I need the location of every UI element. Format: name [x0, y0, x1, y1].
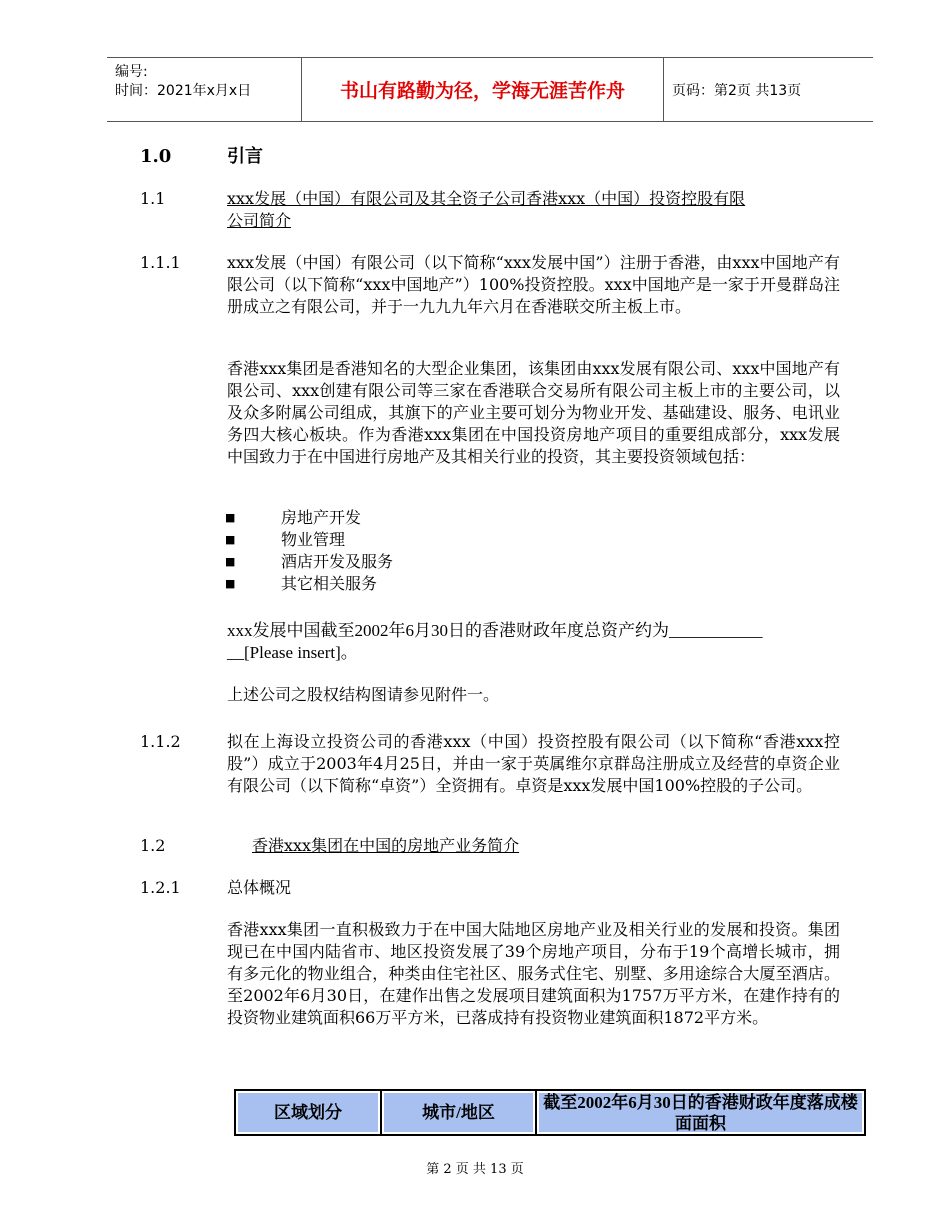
section-number: 1.1.2	[140, 732, 181, 751]
header-motto: 书山有路勤为径，学海无涯苦作舟	[302, 58, 664, 121]
section-title: 总体概况	[227, 878, 292, 897]
list-item: ■ 房地产开发	[225, 508, 362, 527]
list-item: ■ 物业管理	[225, 530, 346, 549]
section-title	[227, 188, 840, 232]
bullet-icon: ■	[225, 577, 236, 590]
section-number: 1.1	[140, 189, 166, 208]
paragraph: 上述公司之股权结构图请参见附件一。	[227, 685, 500, 704]
total-assets-line2: __[Please insert]。	[227, 643, 358, 662]
page-header	[107, 57, 873, 122]
column-header: 区域划分	[235, 1090, 381, 1135]
number-label: 编号:	[115, 64, 148, 80]
section-number: 1.1.1	[140, 253, 181, 272]
page-footer: 第 2 页 共 13 页	[426, 1162, 524, 1177]
paragraph: 香港xxx集团一直积极致力于在中国大陆地区房地产业及相关行业的发展和投资。集团现已在中国内陆省市、地区投资发展了39个房地产项目，分布于19个高增长城市，拥有多元化的物业组合，种类由住宅社区、服务式住宅、别墅、多用途综合大厦至酒店。至2002年6月30日，在建作出售之发展项目建筑面积为1757万平方米，在建作持有的投资物业建筑面积66万平方米，已落成持有投资物业建筑面积1872平方米。	[227, 920, 840, 1027]
total-assets-line1: xxx发展中国截至2002年6月30日的香港财政年度总资产约为___________	[227, 621, 763, 640]
section-number: 1.2.1	[140, 878, 181, 897]
paragraph: xxx发展（中国）有限公司（以下简称“xxx发展中国”）注册于香港，由xxx中国地产有限公司（以下简称“xxx中国地产”）100%投资控股。xxx中国地产是一家于开曼群岛注册成立之有限公司，并于一九九九年六月在香港联交所主板上市。	[227, 253, 840, 316]
bullet-list	[225, 507, 393, 595]
bullet-icon: ■	[225, 555, 236, 568]
column-header: 城市/地区	[381, 1090, 536, 1135]
section-title: 引言	[227, 146, 263, 167]
bullet-icon: ■	[225, 533, 236, 546]
time-label: 时间：2021年x月x日	[115, 83, 252, 99]
table-header-row	[235, 1090, 865, 1135]
header-meta	[107, 58, 302, 121]
header-page-info: 页码：第2页 共13页	[672, 82, 802, 99]
total-assets-paragraph	[227, 620, 840, 664]
paragraph: 拟在上海设立投资公司的香港xxx（中国）投资控股有限公司（以下简称“香港xxx控股”）成立于2003年4月25日，并由一家于英属维尔京群岛注册成立及经营的卓资企业有限公司（以下简称“卓资”）全资拥有。卓资是xxx发展中国100%控股的子公司。	[227, 732, 840, 795]
section-title-line2: 公司简介	[227, 211, 292, 230]
section-title: 香港xxx集团在中国的房地产业务简介	[252, 836, 520, 855]
list-item: ■ 酒店开发及服务	[225, 552, 394, 571]
column-header: 截至2002年6月30日的香港财政年度落成楼面面积	[536, 1090, 865, 1135]
section-title-line1: xxx发展（中国）有限公司及其全资子公司香港xxx（中国）投资控股有限	[227, 189, 746, 208]
list-item: ■ 其它相关服务	[225, 574, 378, 593]
area-table	[234, 1089, 866, 1136]
paragraph: 香港xxx集团是香港知名的大型企业集团，该集团由xxx发展有限公司、xxx中国地产有限公司、xxx创建有限公司等三家在香港联合交易所有限公司主板上市的主要公司，以及众多附属公司组成，其旗下的产业主要可划分为物业开发、基础建设、服务、电讯业务四大核心板块。作为香港xxx集团在中国投资房地产项目的重要组成部分，xxx发展中国致力于在中国进行房地产及其相关行业的投资，其主要投资领域包括：	[227, 359, 840, 466]
bullet-icon: ■	[225, 511, 236, 524]
section-number: 1.0	[140, 146, 172, 167]
section-number: 1.2	[140, 836, 166, 855]
